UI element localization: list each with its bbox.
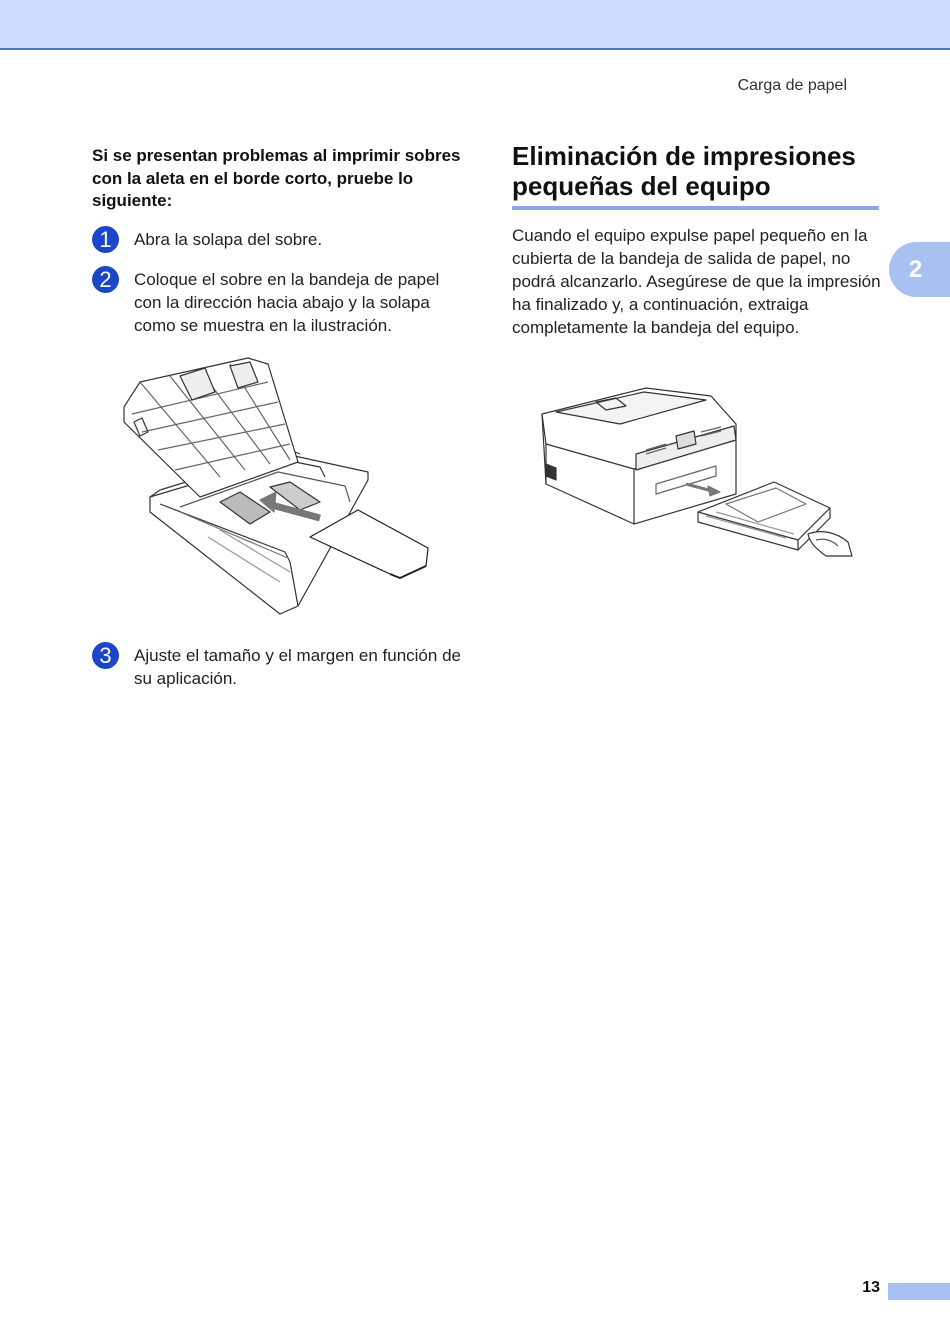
running-head: Carga de papel	[737, 77, 847, 94]
header-band	[0, 0, 950, 50]
title-underline	[512, 206, 879, 210]
envelope-tray-illustration	[120, 352, 432, 620]
section-paragraph: Cuando el equipo expulse papel pequeño en la cubierta de la bandeja de salida de papel, no podrá alcanzarlo. Asegúrese de que la impresión ha finalizado y, a continuación, extraiga completamente la bandeja del equipo.	[512, 226, 881, 337]
step-text: Ajuste el tamaño y el margen en función de su aplicación.	[134, 646, 461, 688]
step-text: Coloque el sobre en la bandeja de papel con la dirección hacia abajo y la solapa como se muestra en la ilustración.	[134, 270, 440, 335]
chapter-tab: 2	[889, 242, 950, 297]
step-number-badge: 1	[92, 226, 119, 253]
printer-tray-removal-illustration	[536, 384, 854, 560]
step-number-badge: 3	[92, 642, 119, 669]
section-title: Eliminación de impresiones pequeñas del equipo	[512, 141, 856, 201]
step-text: Abra la solapa del sobre.	[134, 230, 323, 249]
step-number-badge: 2	[92, 266, 119, 293]
intro-text: Si se presentan problemas al imprimir sobres con la aleta en el borde corto, pruebe lo siguiente:	[92, 146, 461, 210]
footer-band	[888, 1283, 950, 1300]
page-number: 13	[862, 1279, 880, 1296]
